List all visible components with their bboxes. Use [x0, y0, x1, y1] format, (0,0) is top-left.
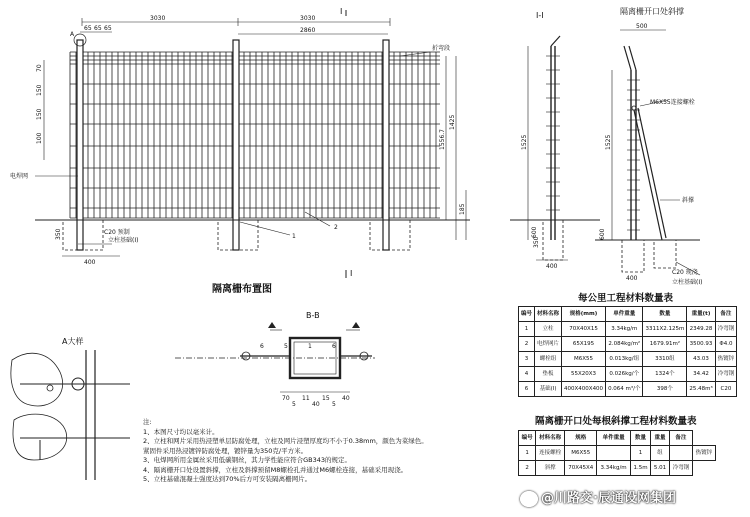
table-cell: 4 [519, 367, 535, 382]
fence-post-3 [383, 40, 389, 250]
note-line-6: 5、立柱基础混凝土强度达到70%后方可安装隔离栅网片。 [143, 475, 312, 483]
t2-header-7: 备注 [669, 431, 692, 446]
bb-caption: B-B [306, 311, 320, 320]
t1-header-3: 规格(mm) [562, 307, 606, 322]
table-row [519, 337, 737, 352]
open-dim-500: 500 [636, 23, 648, 30]
table1-caption: 每公里工程材料数量表 [578, 293, 674, 304]
table-cell: 3310组 [643, 352, 687, 367]
dim-right-3: 185 [459, 203, 466, 215]
section-marker-top: I [340, 7, 343, 16]
table-cell: 43.03 [687, 352, 715, 367]
table-cell: 34.42 [687, 367, 715, 382]
table-cell: 3500.93 [687, 337, 715, 352]
table-cell: 立柱 [535, 322, 562, 337]
table-cell: Φ4.0 [715, 337, 737, 352]
bb-dim-3: 11 [302, 395, 310, 402]
table-cell: 400X400X400 [562, 382, 606, 397]
table-cell: 6 [519, 382, 535, 397]
callout-2: 2 [334, 224, 338, 231]
table-cell: 1 [519, 446, 536, 461]
table-cell: 3 [519, 352, 535, 367]
dim-bottom: 400 [84, 259, 96, 266]
table-cell: 热镀锌 [715, 352, 737, 367]
label-fold-flange: 折弯段 [432, 45, 451, 52]
table-cell: 0.026kg/个 [606, 367, 643, 382]
t2-header-4: 单件重量 [597, 431, 630, 446]
table-cell: 2 [519, 461, 536, 476]
notes-heading: 注: [143, 418, 152, 426]
dim-left-4: 100 [36, 132, 43, 144]
bb-dim-2: 5 [292, 401, 296, 408]
table-cell: 组 [651, 446, 670, 461]
t1-header-5: 数量 [643, 307, 687, 322]
section-B-B [175, 322, 375, 392]
note-line-2: 2、立柱和网片采用热浸塑单层防腐处理，立柱及网片浸塑厚度均不小于0.38mm，颜色为菜绿色。 [143, 437, 428, 445]
table-row [519, 322, 737, 337]
table-cell: 1.5m [630, 461, 651, 476]
bb-dim-1: 70 [282, 395, 290, 402]
table-row [519, 446, 716, 461]
table-cell: 冷弯钢 [715, 367, 737, 382]
table-cell: 冷弯钢 [715, 322, 737, 337]
table-cell: 0.064 m³/个 [606, 382, 643, 397]
t2-header-1: 编号 [519, 431, 536, 446]
t1-header-7: 备注 [715, 307, 737, 322]
sec-dim-400: 400 [546, 263, 558, 270]
dim-small-3: 65 [104, 25, 112, 32]
dim-left-1: 70 [36, 64, 43, 72]
table-cell: 70X45X4 [565, 461, 597, 476]
table-cell: 1 [630, 446, 651, 461]
open-dim-600: 600 [599, 228, 606, 240]
table-cell: 热镀锌 [692, 446, 715, 461]
table-cell: 冷弯钢 [669, 461, 692, 476]
table-cell: 3311X2.125m [643, 322, 687, 337]
t2-header-3: 规格 [565, 431, 597, 446]
table-cell: 25.48m³ [687, 382, 715, 397]
material-table-per-km [518, 306, 737, 397]
table-cell: 2 [519, 337, 535, 352]
sec-dim-350: 350 [533, 236, 540, 248]
bb-num-4: 6 [332, 343, 336, 350]
table-cell: 螺栓组 [535, 352, 562, 367]
open-dim-400: 400 [626, 275, 638, 282]
table-row [519, 367, 737, 382]
material-table-brace [518, 430, 716, 476]
fence-post-2 [233, 40, 239, 250]
sec-dim-600: 600 [531, 226, 538, 238]
note-line-3: 紧固件采用热浸镀锌防腐处理，镀锌量为350克/平方米。 [143, 446, 308, 455]
table-cell: 2.084kg/m² [606, 337, 643, 352]
label-c20-precast: C20 预制 [104, 229, 130, 236]
table-cell [669, 446, 692, 461]
table-cell: 基础(I) [535, 382, 562, 397]
t2-header-2: 材料名称 [536, 431, 565, 446]
t2-header-6: 重量 [651, 431, 670, 446]
table-cell: 1 [519, 322, 535, 337]
table-cell: 55X20X3 [562, 367, 606, 382]
dim-top-1: 3030 [150, 15, 166, 22]
t1-header-1: 编号 [519, 307, 535, 322]
dim-small-1: 65 [84, 25, 92, 32]
elevation-caption: 隔离栅布置图 [212, 284, 272, 295]
dim-left-2: 150 [36, 84, 43, 96]
table-cell: M6X55 [562, 352, 606, 367]
table-cell: 0.013kg/组 [606, 352, 643, 367]
dim-top-3: 2860 [300, 27, 316, 34]
table-cell: 1679.91m² [643, 337, 687, 352]
label-brace: 斜撑 [682, 197, 695, 204]
table-cell: 连接螺栓 [536, 446, 565, 461]
table2-caption: 隔离栅开口处每根斜撑工程材料数量表 [535, 416, 697, 427]
camera-icon [520, 491, 538, 507]
table-cell: 2349.28 [687, 322, 715, 337]
t1-header-4: 单件重量 [606, 307, 643, 322]
callout-1: 1 [292, 233, 296, 240]
table-cell: 3.34kg/m [606, 322, 643, 337]
watermark-text: @川路交·辰通设网集团 [541, 491, 676, 506]
bb-dim-6: 5 [332, 401, 336, 408]
label-post-foundation-sec: 立柱基础(I) [672, 279, 703, 286]
bb-dim-7: 40 [342, 395, 350, 402]
fence-elevation [35, 10, 470, 278]
table-cell [597, 446, 630, 461]
section-marker-bottom: I [350, 269, 353, 278]
note-line-1: 1、本图尺寸均以毫米计。 [143, 427, 219, 436]
fence-post-1 [77, 40, 83, 250]
section-caption: I-I [536, 11, 544, 20]
foundation-3 [370, 220, 410, 250]
dim-top-2: 3030 [300, 15, 316, 22]
table-cell: 3.34kg/m [597, 461, 630, 476]
label-mesh: 电焊网 [10, 173, 29, 180]
brace-bar [634, 110, 662, 240]
label-post-foundation: 立柱基础(I) [108, 237, 139, 244]
sec-dim-height: 1525 [521, 134, 528, 150]
dim-right-1: 1556.7 [439, 129, 446, 150]
detail-marker-A: A [70, 31, 75, 38]
table-cell: C20 [715, 382, 737, 397]
table-row [519, 352, 737, 367]
dim-small-2: 65 [94, 25, 102, 32]
note-line-5: 4、隔离栅开口处设置斜撑，立柱及斜撑预留M8螺栓孔并通过M6螺栓连接，基础采用现浇。 [143, 465, 408, 474]
opening-caption: 隔离栅开口处斜撑 [620, 7, 684, 16]
opening-brace-detail [595, 30, 700, 275]
table-row [519, 382, 737, 397]
table-cell: 398个 [643, 382, 687, 397]
label-bolt: M6X55连接螺栓 [650, 99, 695, 106]
table-cell: M6X55 [565, 446, 597, 461]
dim-base: 350 [55, 228, 62, 240]
detail-caption: A大样 [62, 337, 84, 346]
t1-header-2: 材料名称 [535, 307, 562, 322]
table-row [519, 461, 716, 476]
dim-left-3: 150 [36, 108, 43, 120]
bb-num-2: 5 [284, 343, 288, 350]
open-dim-1525: 1525 [605, 134, 612, 150]
table-cell: 65X195 [562, 337, 606, 352]
table-cell: 5.01 [651, 461, 670, 476]
table-cell: 70X40X15 [562, 322, 606, 337]
table-cell: 斜撑 [536, 461, 565, 476]
label-c20-cast: C20 现浇 [672, 269, 698, 276]
bb-dim-4: 40 [312, 401, 320, 408]
table-cell: 1324个 [643, 367, 687, 382]
note-line-4: 3、电焊网所用金属丝采用低碳钢丝，其力学性能应符合GB343的规定。 [143, 456, 352, 464]
t1-header-6: 重量(t) [687, 307, 715, 322]
watermark [520, 487, 676, 507]
t2-header-5: 数量 [630, 431, 651, 446]
detail-A [11, 350, 130, 480]
dim-right-2: 1425 [449, 114, 456, 130]
bb-num-3: 1 [308, 343, 312, 350]
table-cell: 垫板 [535, 367, 562, 382]
bb-num-1: 6 [260, 343, 264, 350]
design-notes [143, 418, 513, 485]
table-cell: 电焊网片 [535, 337, 562, 352]
bb-dim-5: 15 [322, 395, 330, 402]
